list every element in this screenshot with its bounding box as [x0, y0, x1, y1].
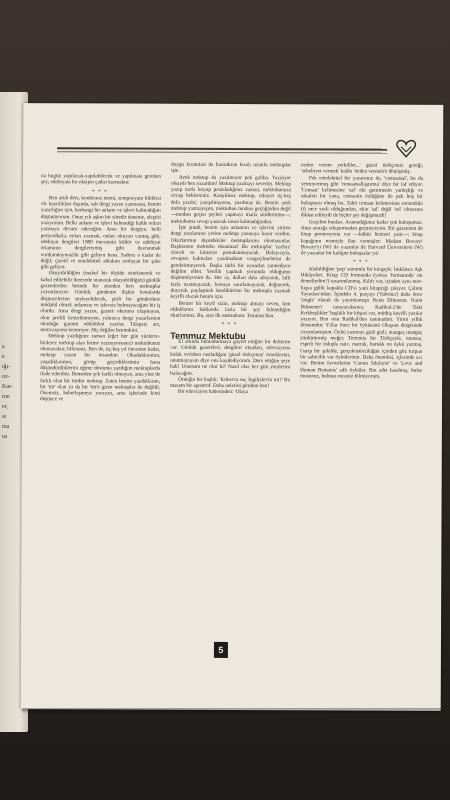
section-title: Temmuz Mektubu — [170, 330, 246, 341]
paragraph: Geçelim bunları. Aramadığımız kadar çok buluşumuz. Ama aracığa sıkıştırmadan geçmeyeyim: Bir gazetenin de kitap promosyonu var —kültür hizmeti yani—; kitap kapağının resmiyle ilan vermişler: Madam Bovary! Bovary'yi (W) ile yazanlar ile Harvard Üniversitesi (W) ile yazanlar bir kulüpte buluşsalar ya! — [300, 219, 423, 257]
left-page-fragment: rne — [2, 394, 10, 400]
left-page-fragment: e — [2, 354, 5, 360]
left-page-fragment: a — [2, 344, 5, 350]
article-column-middle — [170, 162, 291, 396]
left-page-fragment: ığı- — [2, 364, 11, 370]
paragraph: neden verem yetkililer...' güzel türkçemiz gereği, 'sebebiyet vermek' kalıbı 'neden vermek'e dönüşmüş. — [301, 162, 424, 176]
heart-icon — [395, 138, 417, 160]
page-number: 5 — [214, 642, 228, 658]
left-page-fragment: us — [2, 434, 8, 440]
article-column-left — [40, 173, 161, 403]
paragraph: Örneğin bir başlık: 'Kıbrıs'ta suç İngilizler'in mi?' Bu masum bir apostrof. Daha nelerini gördüm ben! — [170, 376, 291, 390]
section-separator: *** — [352, 259, 371, 267]
paragraph: Okuyabildiğim (makul bir ölçüde sinirlenerek ve kabul edilebilir derecede utanarak okuyabildiğim) günlük gazetelerden birinde bir süreden beri mektuplar yayımlanıyor. Günlük, gündeme ilişkin konularda düşüncelerimi söyleyebilecek, şiirli bir gönderilere müdahil olmak anlamsız ve işlevsiz bulmayacağım bir iş olurdu. Ama dergi yazısı, gazete okuruna ulaşmayan, okur profili kestirilemeyen, yalnızca dergi yazarlarının okuduğu garanti edilebilen yazılar. Talepsiz arz, motivasyonu kemiriyor. Hiç değilse benimkini. — [40, 270, 161, 334]
section-separator: *** — [221, 322, 240, 329]
paragraph: na bugün yapılacak-yapılabilecek ve yapılması gereken şey; edebiyata bir oksijen çadırı kurmaktır. — [40, 173, 162, 186]
header-rule-thin — [57, 151, 387, 153]
paragraph: Benzer bir keyif sizin, mektup almayı seven, kim olduklarını hakkında fazla bir şey bilmediğim okurlarımız. Bu, size ilk mektubum. Temmuz'dan. — [170, 300, 291, 320]
left-page-fragment: ıe — [2, 414, 7, 420]
section-separator: *** — [91, 188, 110, 196]
paragraph: Alabildiğine 'pop' sunumlu bir kitapçık: İmkânsız Aşk Hikâyeleri. Kitap CD formunda (yoksa 'formatında' mı demeliydim?) tasarımlanmış. Kılıfı var, içinden aynı mor-fuşya güllü kapakla CD'si yani kitapçığı çıkıyor. Çalıntı Yayınları'ndan. İçindeki 4. parçayı ('Sabrina') daha önce 'single' olarak da yayımlamıştı Naim Dilmener. Naim Dilmener'i tanıyacaksınız; Radikal-2'de 'Eski Kırkbeşlikler' başlıklı bir köşesi var, müthiş keyifli yazılar yazıyor. Ben onu Radikal'den tanımadım. Yirmi yıllık dostumdur. Yıllar önce bir öyküsünü Oluşum dergisinde yayımlamıştım. Öykü yazmayı gizli gizli, utangaç utangaç sürdürürmüş meğer. Tertemiz bir Türkçeyle, mutsuz, esprili bir üslupla naiv, matrak, burukk on öykü yazmış. Garip bir şekilde, gerçeküstücülüğün içinden göz kırpan bir sahicilik var öykülerinin. Daha önemlisi, içlerinde acı var. Benim favorilerim 'Canım Sıkılıyor' ve 'Love and Human Remains' adlı öyküler. Bin adet basılmış; bulur musunuz, bulmaz mısınız bilmiyorum, — [300, 266, 423, 380]
paragraph: Mektup yazdığınız zaman (eğer her gün yüzlerce-binlerce mektup alan birine yazmıyorsanız) mektubunuz okunacaktır, bilirsiniz. Ben de, üç-beş yıl öncesine kadar, mektup yazan bir insandım. Okuduklarımın, yaşadıklarımın, görüp geçirdiklerimin bana düşündürdüklerini eğime dostuma yazdığım mektuplarda ifade ederdim. Demeden çok farklı olmayan, ama yine de farklı olan bir türdür mektup. Zaten benim yazdıklarım, bir 'tür' olan ya da bir 'tür'e giren mektuplar da değildi. Önemsiz, haberleşmeye yarayan, ama işlerinde kimi düşünce ve — [40, 333, 161, 403]
header-rule — [57, 147, 387, 150]
left-page-fragment: Kar- — [2, 384, 13, 390]
paragraph: İşte şimdi, benim için anlamını ve işlevini yitiren dergi yazılarının yerine mektup yazmaya karar verdim. Okurlarımın dışındakiler mektuplarımı okumasınlar. Başkasının mektubu okunmaz! Bu mektuplar 'zarfsız' olacak ve kimseye postalanmayacak. Dolayısıyla, cevapsız kalmaları yazılmaktan vazgeçilmelerini de gerektirmeyecek. Başka türlü bir oyundan zannediyor değilim elbet. Yenilik yapmak yorumda olduğumu düşünmüyorum da. Her ay, dalları dala atlayarak, laflı fazla uzatmayarak, konuyu sınırlamayarak, değinerek, duyarak, paylaşmak istediklerimi bir mektupla yazmak keyifli olacak benim için. — [170, 224, 291, 301]
article-column-right — [300, 162, 423, 380]
paragraph: Bir televizyon haberinden: 'Olaya — [178, 389, 249, 396]
magazine-page — [21, 103, 444, 711]
paragraph: Pek entelektüel bir yazarımız da, 'cemaatsal', bu da yetmiyormuş gibi 'cemaatsallaştırma' diye bir laf ediyor. 'Cemaat' kelimesine 'sal' eki getirmenin yanlışlığı ve sakaleti bir yana, cemaatin özlüğüne ile pek hoş bir buluşması olmuş bu. Tabii cemaat kelimesinin sonundaki (t) ince sesli olduğundan, ekin 'sal' değil 'sel' olmasına dikkat edileydi de hiçbir şey değişmezdi! — [300, 174, 424, 220]
left-page-fragment: oz- — [2, 374, 10, 380]
page-shadow — [22, 708, 442, 714]
left-page-fragment: er, — [2, 404, 8, 410]
paragraph: El altında bulundurmaya gayret ettiğim bir defterim var. Günlük gazeteleri, dergileri okurken, televizyona kulak verirken rastladığım 'güzel türkçemiz' örneklerini, unutmayayım diye ona kaydediyorum. Ders ettiğim şeye bak! Unutsam ne olur ki? Nasıl olsa her gün yenilerini bulacağım. — [170, 338, 291, 377]
left-page-fragment: ma — [2, 424, 10, 430]
paragraph: duygu kırıntıları da barındıran kısalı uzunlu mektuplar işte. — [171, 161, 292, 175]
paragraph: Ben artık ders, konferans metni, sempozyum bildirisi vb. hazırlıkları dışında, salt dergi yazısı yazmanın, benim yazarlığım için, herhangi bir anlamı ve işlevi kalmadığını düşünüyorum. Onuz yılı aşkın bir süredir deneme, eleştiri yazıyorum. Belki anlamı ve işlevi kalmadığı halde onları yazmaya devam edeceğim. Ama bir dergiye, belli periyodlarla, onları yazmak, onları okuyan varmış gibi, edebiyat dergileri 1980 öncesinin kültür ve edebiyat ortamının dergileriymiş gibi davranmak vurdumduymazlık gibi geliyor bana. Sadece o kadar da değil; çizoid ve entelektüel ahlakını zorlayan bir şaka gibi geliyor. — [40, 195, 161, 271]
paragraph: Artık mektup da yazılmıyor pek galiba. Yazılıyor olsaydı ben yazardım! Mektup yazmayı severim. Mektup yazıp zarfa koyup postaladığınız zaman, mektubunuza cevap beklersiniz. Karşılıksız mektup, nihayet üç-beş defa yazılır; yazışılmıyorsa, yazılmaz da. Benim artık mektup yazmayışım, mektubun modası geçtiğinden değil —modası geçen şeyleri yapmayı matla sürdürürüm—; mektubuma cevap yazacak insan kalmadığından. — [170, 174, 292, 225]
